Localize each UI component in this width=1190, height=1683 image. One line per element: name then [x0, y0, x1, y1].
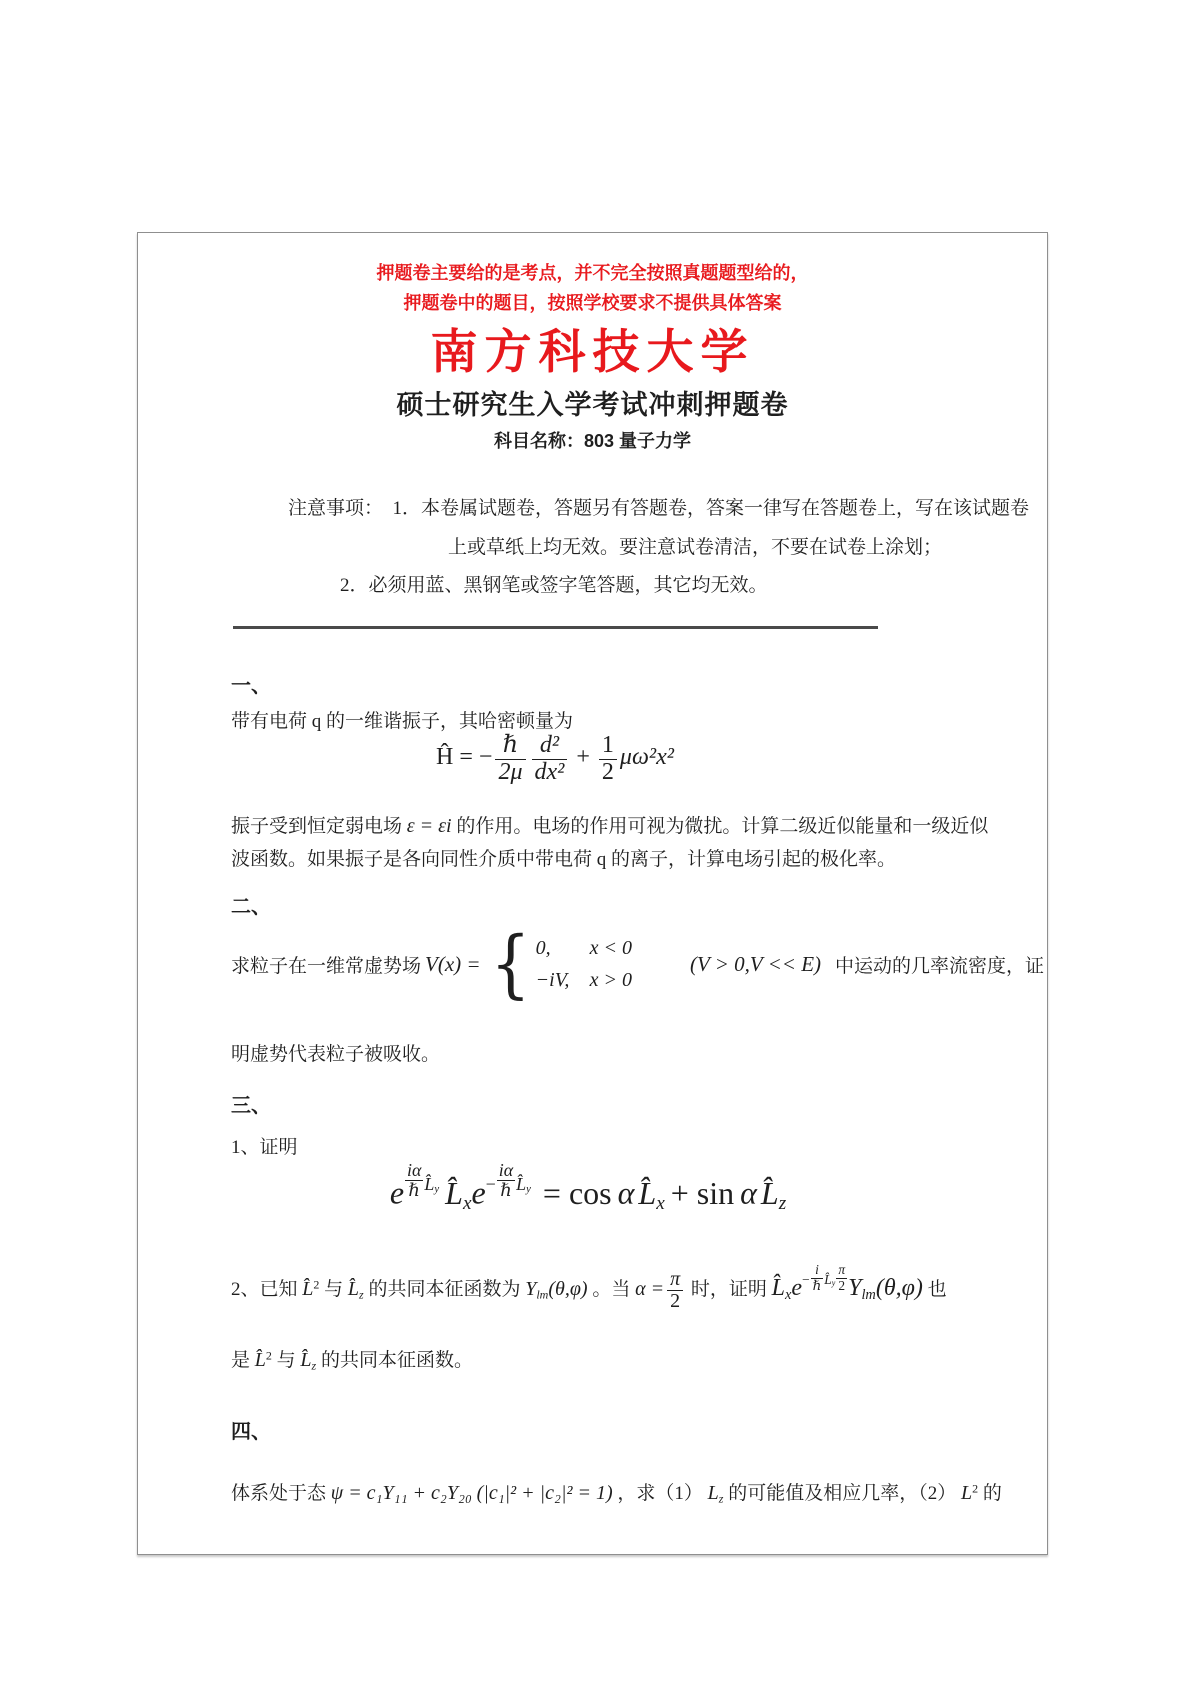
L-squared-operator: [302, 1278, 319, 1300]
minus-sign: −: [485, 1173, 496, 1194]
L-squared-operator: [961, 1482, 978, 1504]
Y-arguments: (θ,φ): [875, 1274, 923, 1301]
fraction-denominator: 2: [670, 1290, 681, 1313]
psi-state-expression: ψ = c₁Y₁₁ + c₂Y₂₀: [330, 1482, 472, 1504]
body-text: 的可能值及相应几率，（2）: [728, 1483, 957, 1504]
fraction-d2-dx2: [532, 733, 568, 786]
superscript-2: 2: [313, 1277, 320, 1292]
question-3-part-2-line-1: [231, 1263, 947, 1313]
exponent-fraction: [497, 1161, 515, 1201]
question-1-number: 一、: [231, 675, 271, 697]
question-3-number: 三、: [231, 1095, 271, 1117]
e-base: e: [389, 1174, 405, 1211]
Y-symbol: Y: [848, 1274, 862, 1301]
operator-L: L̂: [516, 1173, 527, 1194]
question-4-body-line-1: [231, 1478, 1002, 1506]
fraction-one-half: [599, 733, 617, 786]
fraction-numerator: ℏ: [495, 733, 525, 760]
operator-subscript: z: [718, 1491, 724, 1506]
operator-subscript: z: [778, 1192, 787, 1214]
alpha-equals: α =: [635, 1277, 665, 1300]
body-text: 的共同本征函数为: [368, 1278, 521, 1300]
question-2-body-line-1: [231, 921, 1045, 1007]
question-1-intro: 带有电荷 q 的一维谐振子，其哈密顿量为: [231, 711, 574, 732]
e-base: e: [791, 1274, 803, 1301]
fraction-numerator: π: [838, 1262, 846, 1277]
body-text: 中运动的几率流密度，证: [835, 955, 1045, 977]
alpha-equation: [635, 1267, 686, 1313]
question-3-part-1-label: 1、证明: [231, 1137, 298, 1158]
fraction-denominator: ℏ: [408, 1180, 420, 1201]
operator-subscript: y: [831, 1279, 836, 1289]
body-text: 是: [231, 1350, 251, 1371]
Y-arguments: (θ,φ): [548, 1277, 588, 1300]
body-text: 时，证明: [690, 1278, 767, 1300]
L-symbol: L: [960, 1482, 973, 1504]
L-symbol: L: [707, 1482, 719, 1504]
fraction-numerator: iα: [407, 1160, 422, 1180]
operator-L: L̂: [300, 1349, 312, 1371]
fraction-numerator: iα: [498, 1160, 514, 1180]
epsilon-field-expression: ε = εi: [406, 815, 452, 837]
fraction-denominator: 2: [601, 758, 614, 785]
exam-paper-page: [137, 232, 1048, 1555]
notes-line-1: 注意事项： 1．本卷属试题卷，答题另有答题卷，答案一律写在答题卷上，写在该试题卷: [288, 498, 1030, 519]
fraction-denominator: 2μ: [498, 758, 523, 785]
operator-L: L̂: [302, 1277, 314, 1300]
fraction-numerator: i: [811, 1263, 824, 1279]
Lz-operator: [708, 1482, 724, 1504]
pi-over-2-fraction: [836, 1263, 847, 1293]
pi-over-2-fraction: [667, 1269, 683, 1313]
operator-Lz: L̂: [760, 1174, 779, 1211]
fraction-numerator: 1: [599, 733, 617, 760]
e-base: e: [471, 1174, 486, 1211]
plus-sign: +: [576, 744, 590, 771]
operator-subscript: x: [784, 1286, 792, 1303]
operator-L: L̂: [424, 1173, 435, 1194]
body-text: 的作用。电场的作用可视为微扰。计算二级近似能量和一级近似: [456, 816, 989, 837]
Lz-operator: [348, 1278, 364, 1300]
case-condition: x > 0: [589, 968, 633, 991]
piecewise-cases: [536, 937, 632, 992]
section-divider-rule: [233, 626, 878, 629]
fraction-numerator: d²: [532, 733, 568, 760]
operator-Lx: L̂: [638, 1174, 657, 1211]
superscript-2: 2: [265, 1348, 272, 1363]
body-text: 2、已知: [231, 1278, 298, 1300]
exponent-2: [485, 1160, 531, 1201]
body-text: 振子受到恒定弱电场: [231, 816, 403, 837]
alpha: α: [617, 1174, 635, 1211]
Y-subscript: lm: [536, 1287, 549, 1302]
exponent: [802, 1262, 848, 1293]
Y-symbol: Y: [525, 1277, 537, 1300]
body-text: 与: [324, 1278, 344, 1300]
alpha: α: [740, 1174, 757, 1211]
condition-expression: (V > 0,V << E): [690, 951, 822, 976]
body-text: 也: [927, 1278, 947, 1300]
fraction-denominator: ℏ: [500, 1180, 512, 1201]
case-row: [536, 969, 632, 992]
case-condition: x < 0: [589, 936, 633, 959]
operator-subscript: y: [526, 1182, 531, 1195]
question-1-body-line-1: [231, 811, 988, 838]
hamiltonian-formula: [231, 733, 879, 786]
fraction-numerator: π: [667, 1269, 683, 1292]
operator-L: L̂: [347, 1277, 360, 1300]
superscript-2: 2: [972, 1481, 979, 1496]
case-value: 0,: [535, 936, 551, 959]
notes-line-3: 2．必须用蓝、黑钢笔或签字笔答题，其它均无效。: [340, 575, 768, 596]
fraction-denominator: 2: [838, 1277, 846, 1293]
rotated-operator-expression: [771, 1262, 923, 1303]
notice-line-2: 押题卷中的题目，按照学校要求不提供具体答案: [403, 293, 782, 313]
formula-lhs: Ĥ = −: [436, 744, 493, 771]
body-text: 的: [982, 1483, 1002, 1504]
operator-subscript: x: [462, 1192, 472, 1214]
case-row: [536, 937, 632, 960]
left-brace: {: [490, 921, 531, 1007]
question-1-body-line-2: 波函数。如果振子是各向同性介质中带电荷 q 的离子，计算电场引起的极化率。: [231, 849, 897, 870]
i-over-hbar-fraction: [811, 1263, 824, 1293]
L-squared-operator: [255, 1349, 272, 1371]
body-text: 求粒子在一维常虚势场: [231, 955, 422, 977]
question-2-number: 二、: [231, 896, 271, 918]
body-text: 。当: [592, 1278, 631, 1300]
minus-sign: −: [802, 1272, 810, 1288]
fraction-denominator: dx²: [534, 758, 565, 785]
notice-line-1: 押题卷主要给的是考点，并不完全按照真题题型给的，: [376, 263, 809, 283]
formula-tail: μω²x²: [619, 744, 674, 771]
fraction-denominator: ℏ: [812, 1277, 822, 1293]
Lz-operator: [300, 1349, 316, 1371]
spherical-harmonic: [525, 1278, 587, 1300]
operator-subscript: z: [311, 1358, 317, 1373]
operator-Lx: L̂: [445, 1174, 463, 1211]
question-3-part-2-line-2: [231, 1345, 473, 1373]
operator-L: L̂: [254, 1349, 266, 1371]
operator-subscript: y: [434, 1182, 440, 1195]
body-text: 体系处于态: [231, 1483, 327, 1504]
operator-subscript: x: [656, 1192, 665, 1214]
body-text: ，求（1）: [617, 1483, 703, 1504]
operator-L: L̂: [824, 1272, 832, 1288]
subject-line: 科目名称：803 量子力学: [493, 431, 692, 451]
rotation-operator-formula: [248, 1161, 928, 1215]
body-text: 的共同本征函数。: [320, 1350, 473, 1371]
normalization-constraint: (|c₁|² + |c₂|² = 1): [476, 1482, 613, 1504]
notes-line-2: 上或草纸上均无效。要注意试卷清洁，不要在试卷上涂划；: [448, 537, 943, 558]
question-4-number: 四、: [231, 1421, 271, 1443]
question-2-body-line-2: 明虚势代表粒子被吸收。: [231, 1044, 441, 1065]
plus-sin: + sin: [670, 1174, 735, 1211]
exponent-fraction: [405, 1161, 423, 1201]
equals-cos: = cos: [542, 1174, 612, 1211]
body-text: 与: [276, 1350, 296, 1371]
Y-subscript: lm: [861, 1286, 876, 1303]
operator-subscript: z: [359, 1287, 364, 1302]
exponent-1: [404, 1160, 440, 1201]
university-name: 南方科技大学: [430, 327, 755, 379]
exam-title: 硕士研究生入学考试冲刺押题卷: [396, 390, 789, 420]
operator-Lx: L̂: [771, 1274, 785, 1301]
fraction-hbar-2mu: [495, 733, 525, 786]
case-value: −iV,: [535, 968, 570, 991]
potential-lhs: V(x) =: [425, 951, 481, 976]
